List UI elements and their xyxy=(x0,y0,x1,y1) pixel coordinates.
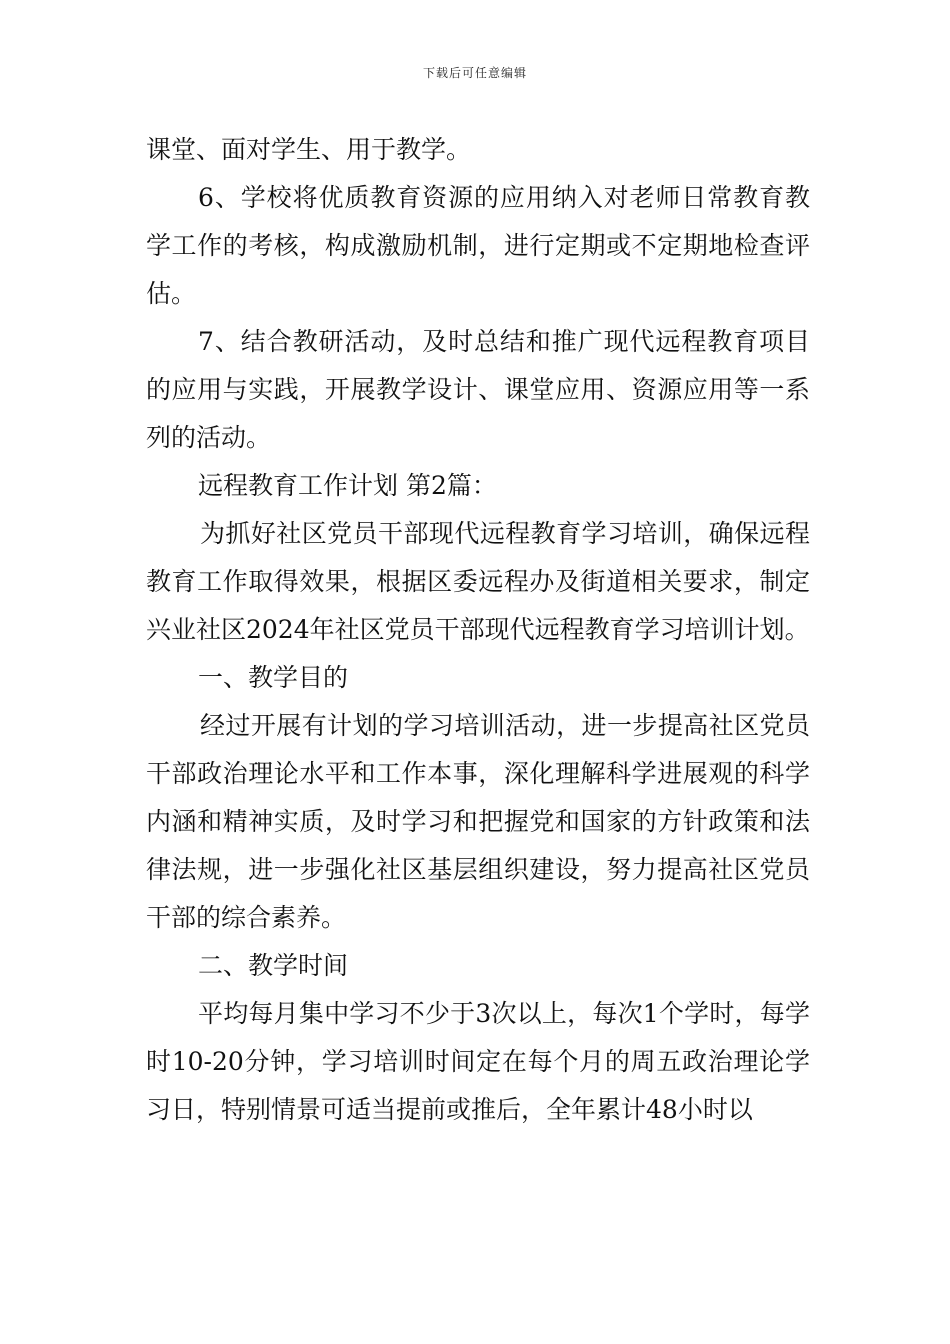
document-body xyxy=(146,126,810,1134)
section-title-plan-2: 远程教育工作计划 第2篇： xyxy=(198,471,497,500)
paragraph-intro: 为抓好社区党员干部现代远程教育学习培训，确保远程教育工作取得效果，根据区委远程办及街道相关要求，制定兴业社区2024年社区党员干部现代远程教育学习培训计划。 xyxy=(146,519,810,644)
paragraph-item-7: 7、结合教研活动，及时总结和推广现代远程教育项目的应用与实践，开展教学设计、课堂应用、资源应用等一系列的活动。 xyxy=(146,327,810,452)
paragraph-teaching-purpose: 经过开展有计划的学习培训活动，进一步提高社区党员干部政治理论水平和工作本事，深化理解科学进展观的科学内涵和精神实质，及时学习和把握党和国家的方针政策和法律法规，进一步强化社区基层组织建设，努力提高社区党员干部的综合素养。 xyxy=(146,711,810,932)
paragraph-continuation: 课堂、面对学生、用于教学。 xyxy=(146,135,472,164)
page-header-note: 下载后可任意编辑 xyxy=(422,66,527,80)
paragraph-teaching-time: 平均每月集中学习不少于3次以上，每次1个学时，每学时10-20分钟，学习培训时间定在每个月的周五政治理论学习日，特别情景可适当提前或推后，全年累计48小时以 xyxy=(146,999,810,1124)
paragraph-item-6: 6、学校将优质教育资源的应用纳入对老师日常教育教学工作的考核，构成激励机制，进行定期或不定期地检查评估。 xyxy=(146,183,810,308)
heading-teaching-purpose: 一、教学目的 xyxy=(198,663,349,692)
heading-teaching-time: 二、教学时间 xyxy=(198,951,349,980)
